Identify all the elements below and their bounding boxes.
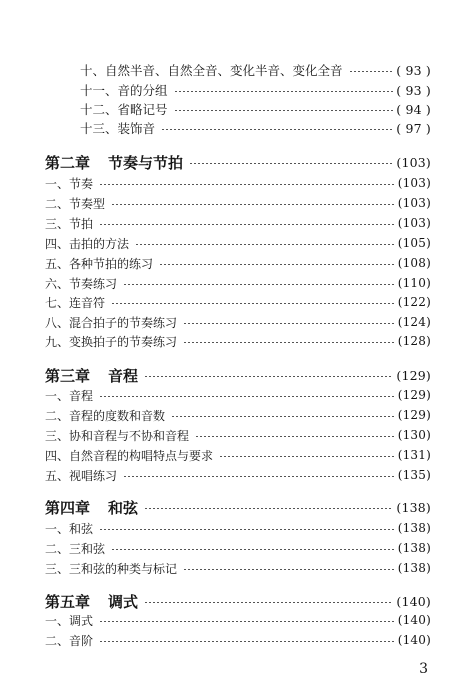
toc-page-number: (122) xyxy=(397,295,431,309)
toc-entry xyxy=(45,538,431,558)
chapter-number: 第二章 xyxy=(45,153,91,172)
toc-page-number: (140) xyxy=(397,633,431,647)
dot-leader xyxy=(349,71,394,72)
toc-entry-title: 九、变换拍子的节奏练习 xyxy=(45,334,178,349)
toc-entry xyxy=(45,385,431,405)
toc-entry-title: 二、节奏型 xyxy=(45,196,106,211)
toc-page-number: ( 93 ) xyxy=(396,62,431,78)
toc-entry xyxy=(45,173,431,193)
chapter-number: 第三章 xyxy=(45,366,91,385)
chapter-name: 调式 xyxy=(108,592,139,611)
dot-leader xyxy=(144,602,393,603)
dot-leader xyxy=(99,396,395,397)
toc-page-number: ( 94 ) xyxy=(396,101,431,117)
dot-leader xyxy=(99,621,395,622)
toc-entry-title: 二、音程的度数和音数 xyxy=(45,408,166,423)
toc-page-number: (131) xyxy=(397,448,431,462)
dot-leader xyxy=(99,224,395,225)
toc-page-number: (108) xyxy=(397,256,431,270)
chapter-number: 第五章 xyxy=(45,592,91,611)
toc-page-number: (110) xyxy=(397,276,431,290)
toc-entry xyxy=(45,233,431,253)
dot-leader xyxy=(183,569,395,570)
toc-page-number: (129) xyxy=(397,408,431,422)
dot-leader xyxy=(99,529,395,530)
toc-page-number: (129) xyxy=(397,388,431,402)
chapter-heading xyxy=(45,151,431,173)
chapter-heading xyxy=(45,590,431,612)
toc-entry-title: 十三、装饰音 xyxy=(80,121,156,136)
chapter-name: 节奏与节拍 xyxy=(108,153,184,172)
toc-page-number: (135) xyxy=(397,468,431,482)
dot-leader xyxy=(174,91,394,92)
dot-leader xyxy=(219,456,395,457)
toc-entry-title: 七、连音符 xyxy=(45,295,106,310)
chapter-heading xyxy=(45,496,431,518)
toc-page-number: (105) xyxy=(397,236,431,250)
toc-page-number: (103) xyxy=(396,154,431,170)
toc-entry xyxy=(45,630,431,650)
toc-entry-title: 三、节拍 xyxy=(45,216,94,231)
dot-leader xyxy=(123,284,395,285)
toc-entry xyxy=(45,213,431,233)
dot-leader xyxy=(161,129,393,130)
dot-leader xyxy=(189,163,393,164)
toc-entry xyxy=(45,253,431,273)
toc-page-number: (129) xyxy=(396,367,431,383)
toc-entry xyxy=(80,80,431,100)
toc-entry-title: 十二、省略记号 xyxy=(80,102,168,117)
dot-leader xyxy=(171,416,395,417)
toc-page-number: (140) xyxy=(397,613,431,627)
toc-page-number: ( 93 ) xyxy=(396,82,431,98)
dot-leader xyxy=(183,323,395,324)
toc-entry xyxy=(45,273,431,293)
toc-entry-title: 一、音程 xyxy=(45,388,94,403)
dot-leader xyxy=(99,641,395,642)
dot-leader xyxy=(111,204,395,205)
dot-leader xyxy=(99,184,395,185)
toc-entry-title: 六、节奏练习 xyxy=(45,276,118,291)
dot-leader xyxy=(174,110,394,111)
toc-entry xyxy=(45,465,431,485)
dot-leader xyxy=(183,342,395,343)
chapter-heading xyxy=(45,364,431,386)
toc-entry xyxy=(45,193,431,213)
toc-entry xyxy=(45,518,431,538)
dot-leader xyxy=(144,508,393,509)
toc-page-number: (138) xyxy=(396,499,431,515)
dot-leader xyxy=(159,264,395,265)
toc-entry xyxy=(80,60,431,80)
toc-page-number: (138) xyxy=(397,521,431,535)
toc-entry xyxy=(45,558,431,578)
toc-page-number: (130) xyxy=(397,428,431,442)
toc-page-number: (128) xyxy=(397,334,431,348)
toc-entry xyxy=(45,312,431,332)
toc-entry-title: 十、自然半音、自然全音、变化半音、变化全音 xyxy=(80,63,343,78)
toc-entry-title: 八、混合拍子的节奏练习 xyxy=(45,315,178,330)
toc-entry xyxy=(80,99,431,119)
chapter-title xyxy=(45,365,138,386)
page-number: 3 xyxy=(419,661,428,677)
toc-entry-title: 一、节奏 xyxy=(45,176,94,191)
toc-page-number: (103) xyxy=(397,216,431,230)
toc-entry-title: 一、调式 xyxy=(45,613,94,628)
toc-entry-title: 十一、音的分组 xyxy=(80,83,168,98)
toc-page-number: (138) xyxy=(397,541,431,555)
toc-entry xyxy=(45,292,431,312)
toc-entry-title: 二、三和弦 xyxy=(45,541,106,556)
toc-page-number: ( 97 ) xyxy=(396,120,431,136)
toc-entry xyxy=(80,118,431,138)
dot-leader xyxy=(195,436,395,437)
toc-page-number: (103) xyxy=(397,176,431,190)
toc-entry-title: 四、击拍的方法 xyxy=(45,236,130,251)
toc-page-number: (103) xyxy=(397,196,431,210)
dot-leader xyxy=(123,476,395,477)
toc-entry xyxy=(45,445,431,465)
toc-entry xyxy=(45,425,431,445)
toc-entry-title: 一、和弦 xyxy=(45,521,94,536)
chapter-title xyxy=(45,497,138,518)
chapter-title xyxy=(45,152,183,173)
toc-entry xyxy=(45,331,431,351)
dot-leader xyxy=(111,303,395,304)
toc-page-number: (140) xyxy=(396,593,431,609)
toc-entry-title: 四、自然音程的构唱特点与要求 xyxy=(45,448,214,463)
toc-entry xyxy=(45,405,431,425)
toc-entry-title: 三、三和弦的种类与标记 xyxy=(45,561,178,576)
toc-entry-title: 五、视唱练习 xyxy=(45,468,118,483)
chapter-name: 音程 xyxy=(108,366,139,385)
toc-page-number: (138) xyxy=(397,561,431,575)
dot-leader xyxy=(111,549,395,550)
dot-leader xyxy=(135,244,395,245)
dot-leader xyxy=(144,376,393,377)
chapter-name: 和弦 xyxy=(108,498,139,517)
chapter-title xyxy=(45,591,138,612)
toc-page-number: (124) xyxy=(397,315,431,329)
toc-entry xyxy=(45,610,431,630)
toc-entry-title: 二、音阶 xyxy=(45,633,94,648)
toc-entry-title: 三、协和音程与不协和音程 xyxy=(45,428,190,443)
toc-entry-title: 五、各种节拍的练习 xyxy=(45,256,154,271)
chapter-number: 第四章 xyxy=(45,498,91,517)
